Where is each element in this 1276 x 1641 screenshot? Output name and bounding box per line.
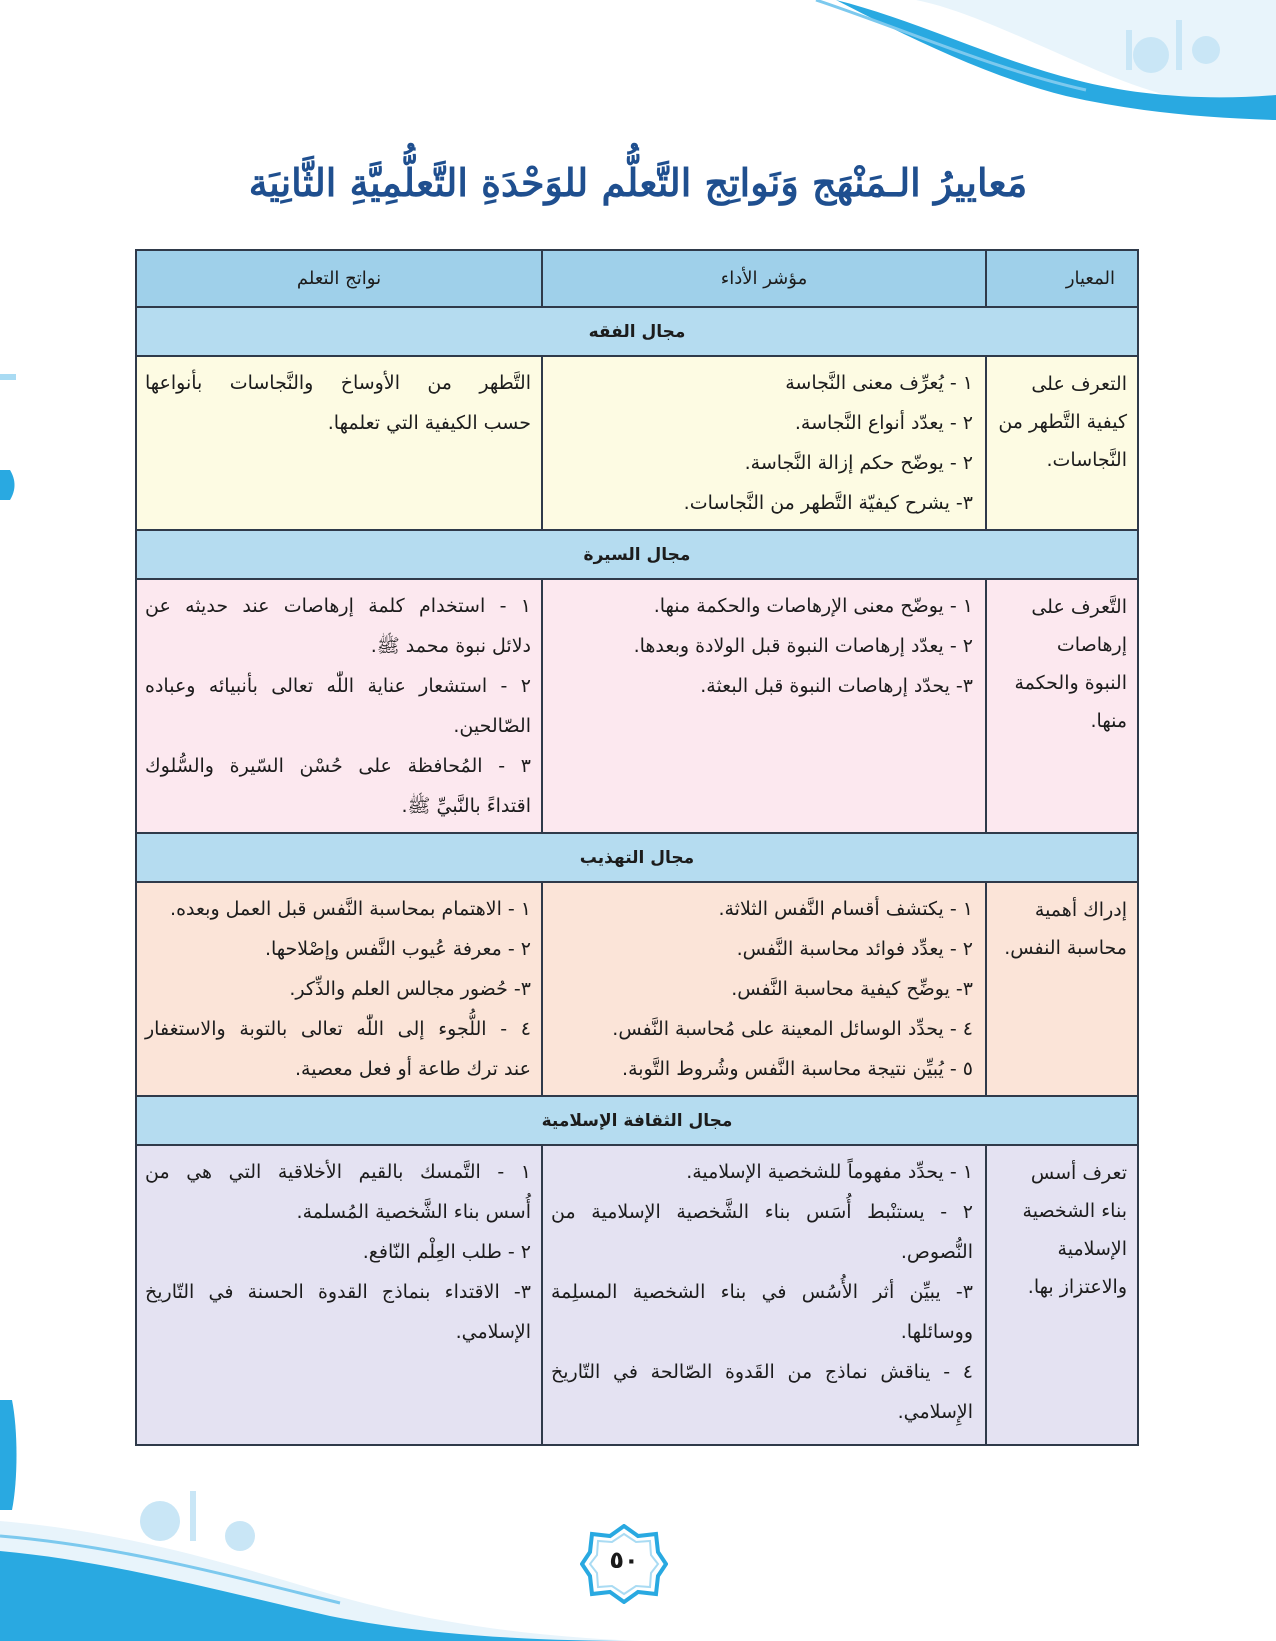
indicator-item: ٤ - يحدِّد الوسائل المعينة على مُحاسبة النَّفس.: [612, 1018, 973, 1040]
indicator-item: ٢ - يوضّح حكم إزالة النَّجاسة.: [744, 452, 973, 474]
standard-line: منها.: [1090, 710, 1127, 732]
outcome-item: ٢ - استشعار عناية اللّٰه تعالى بأنبيائه وعباده: [145, 675, 531, 697]
domain-row-culture: [136, 1096, 1138, 1145]
outcomes-cell: [136, 1145, 542, 1445]
standard-cell: [986, 882, 1138, 1096]
standard-line: بناء الشخصية: [1022, 1200, 1127, 1222]
header-wave-decoration: [796, 0, 1276, 120]
outcome-item: ١ - التَّمسك بالقيم الأخلاقية التي هي من: [145, 1161, 531, 1183]
outcome-item: الصّالحين.: [453, 715, 531, 737]
header-standard: المعيار: [986, 250, 1138, 307]
indicator-cell: [542, 356, 986, 530]
outcome-item: ١ - الاهتمام بمحاسبة النَّفس قبل العمل وبعده.: [170, 898, 531, 920]
outcome-item: الإسلامي.: [455, 1321, 531, 1343]
indicator-item: ٢ - يستنْبط أُسَس بناء الشَّخصية الإسلامية من: [551, 1201, 973, 1223]
outcome-item: ٣- حُضور مجالس العلم والذِّكر.: [289, 978, 531, 1000]
indicator-item: ١ - يحدِّد مفهوماً للشخصية الإسلامية.: [686, 1161, 973, 1183]
outcome-item: أُسس بناء الشَّخصية المُسلمة.: [296, 1201, 531, 1223]
standard-line: إرهاصات: [1056, 634, 1127, 656]
domain-title: مجال الفقه: [136, 307, 1138, 356]
page-number: ٥٠: [609, 1546, 639, 1574]
standard-cell: [986, 1145, 1138, 1445]
indicator-item: ٤ - يناقش نماذج من القَدوة الصّالحة في التّاريخ: [551, 1361, 973, 1383]
domain-row-tahdheeb: [136, 833, 1138, 882]
standard-cell: [986, 579, 1138, 833]
outcome-item: ٢ - طلب العِلْم النّافع.: [362, 1241, 531, 1263]
domain-title: مجال السيرة: [136, 530, 1138, 579]
outcome-item: التَّطهر من الأوساخ والنَّجاسات بأنواعها: [145, 372, 531, 394]
standard-line: كيفية التَّطهر من: [998, 411, 1127, 433]
indicator-item: ووسائلها.: [900, 1321, 973, 1343]
outcome-item: اقتداءً بالنَّبيِّ ﷺ.: [401, 795, 531, 817]
indicator-cell: [542, 1145, 986, 1445]
outcome-item: حسب الكيفية التي تعلمها.: [327, 412, 531, 434]
outcomes-cell: [136, 882, 542, 1096]
standard-line: التَّعرف على: [1031, 596, 1127, 618]
standard-line: والاعتزاز بها.: [1027, 1276, 1127, 1298]
indicator-item: ١ - يكتشف أقسام النَّفس الثلاثة.: [718, 898, 973, 920]
indicator-cell: [542, 882, 986, 1096]
standard-line: الإسلامية: [1057, 1238, 1127, 1260]
outcomes-cell: [136, 579, 542, 833]
outcomes-cell: [136, 356, 542, 530]
indicator-item: ٣- يبيِّن أثر الأُسُس في بناء الشخصية المسلِمة: [551, 1281, 973, 1303]
table-row: [136, 882, 1138, 1096]
page-title: مَعاييرُ الـمَنْهَج وَنَواتِج التَّعلُّم للوَحْدَةِ التَّعلُّمِيَّةِ الثَّانِيَة: [248, 160, 1028, 205]
standard-line: تعرف أسس: [1030, 1162, 1127, 1184]
indicator-item: ٢ - يعدِّد فوائد محاسبة النَّفس.: [736, 938, 973, 960]
domain-row-fiqh: [136, 307, 1138, 356]
edge-mark-decoration: [0, 470, 16, 500]
footer-wave-decoration: [0, 1481, 640, 1641]
indicator-cell: [542, 579, 986, 833]
standard-line: النَّجاسات.: [1046, 449, 1127, 471]
outcome-item: عند ترك طاعة أو فعل معصية.: [295, 1058, 531, 1080]
standard-line: النبوة والحكمة: [1014, 672, 1127, 694]
indicator-item: ١ - يوضّح معنى الإرهاصات والحكمة منها.: [653, 595, 973, 617]
indicator-item: ٢ - يعدّد إرهاصات النبوة قبل الولادة وبعدها.: [633, 635, 973, 657]
outcome-item: ٣ - المُحافظة على حُسْن السّيرة والسُّلوك: [145, 755, 531, 777]
table-row: [136, 1145, 1138, 1445]
domain-row-seerah: [136, 530, 1138, 579]
standard-line: التعرف على: [1031, 373, 1127, 395]
standard-cell: [986, 356, 1138, 530]
header-indicator: مؤشر الأداء: [542, 250, 986, 307]
outcome-item: دلائل نبوة محمد ﷺ.: [370, 635, 531, 657]
domain-title: مجال التهذيب: [136, 833, 1138, 882]
header-outcomes: نواتج التعلم: [136, 250, 542, 307]
edge-mark-decoration: [0, 370, 16, 384]
domain-title: مجال الثقافة الإسلامية: [136, 1096, 1138, 1145]
standards-table: [135, 249, 1139, 1446]
table-row: [136, 579, 1138, 833]
standard-line: إدراك أهمية: [1034, 899, 1127, 921]
indicator-item: ٣- يوضِّح كيفية محاسبة النَّفس.: [731, 978, 973, 1000]
table-header-row: [136, 250, 1138, 307]
outcome-item: ١ - استخدام كلمة إرهاصات عند حديثه عن: [145, 595, 531, 617]
table-row: [136, 356, 1138, 530]
outcome-item: ٤ - اللُّجوء إلى اللّٰه تعالى بالتوبة والاستغفار: [145, 1018, 531, 1040]
indicator-item: ٣- يحدّد إرهاصات النبوة قبل البعثة.: [700, 675, 973, 697]
outcome-item: ٢ - معرفة عُيوب النَّفس وإصْلاحها.: [264, 938, 531, 960]
indicator-item: النُّصوص.: [900, 1241, 973, 1263]
indicator-item: ٢ - يعدّد أنواع النَّجاسة.: [794, 412, 973, 434]
indicator-item: الإِسلامي.: [897, 1401, 973, 1423]
indicator-item: ٥ - يُبيِّن نتيجة محاسبة النَّفس وشُروط التَّوبة.: [622, 1058, 973, 1080]
indicator-item: ١ - يُعرِّف معنى النَّجاسة: [785, 372, 973, 394]
outcome-item: ٣- الاقتداء بنماذج القدوة الحسنة في التّاريخ: [145, 1281, 531, 1303]
indicator-item: ٣- يشرح كيفيّة التَّطهر من النَّجاسات.: [683, 492, 973, 514]
standard-line: محاسبة النفس.: [1004, 937, 1127, 959]
